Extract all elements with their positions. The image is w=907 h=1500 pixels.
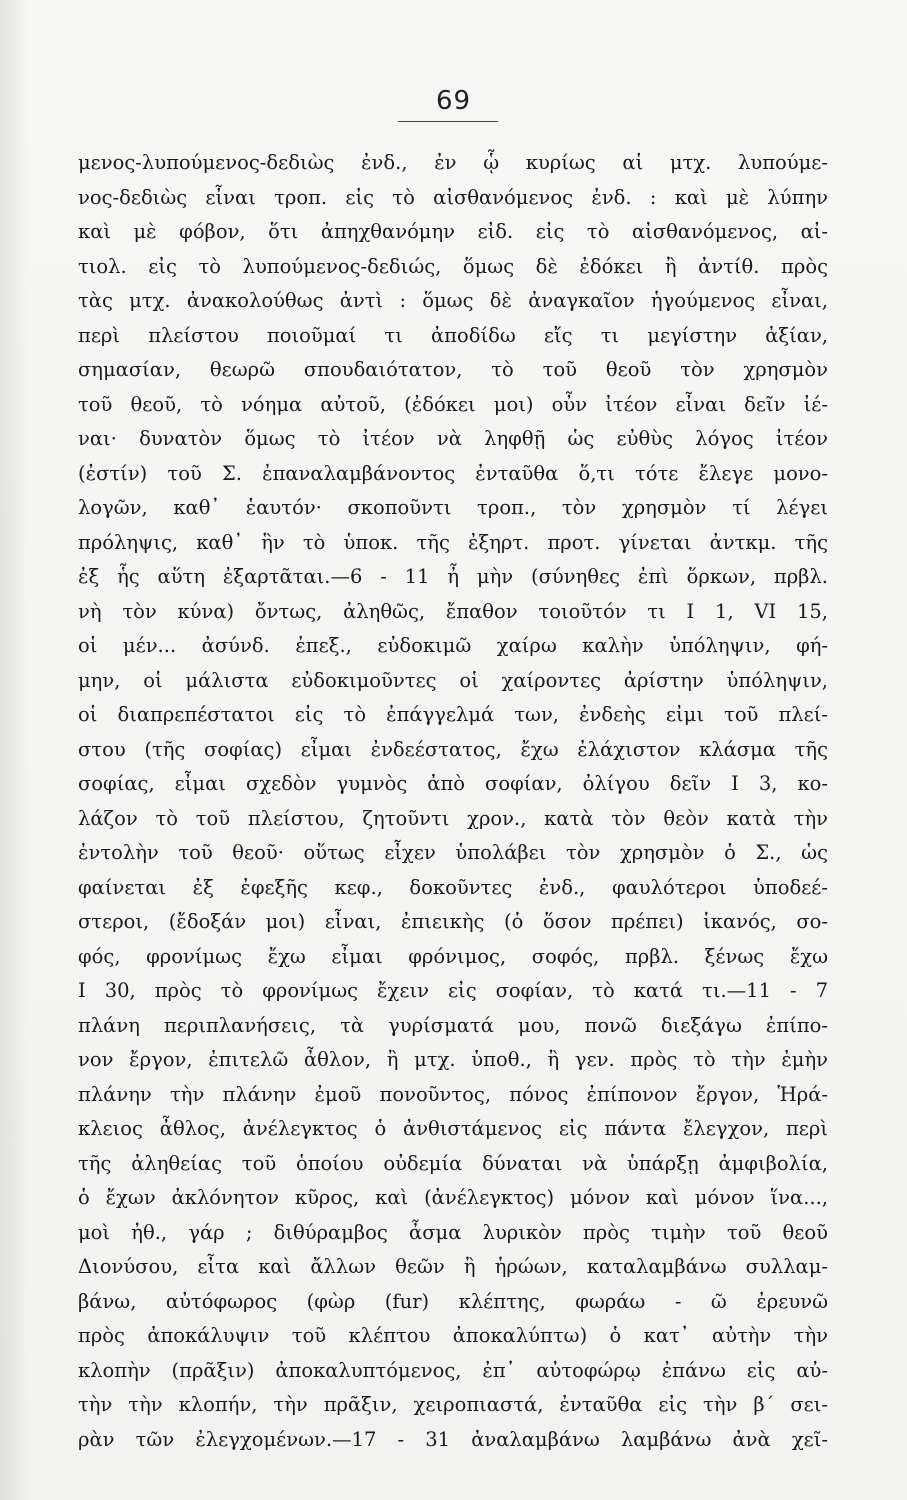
text-line: μην, οἱ μάλιστα εὐδοκιμοῦντες οἱ χαίροντες ἀρίστην ὑπόληψιν, <box>78 668 828 692</box>
page-number-rule <box>398 121 498 122</box>
text-line: πρόληψις, καθ᾽ ἣν τὸ ὑποκ. τῆς ἐξηρτ. προτ. γίνεται ἀντκμ. τῆς <box>78 530 828 554</box>
text-line: νὴ τὸν κύνα) ὄντως, ἀληθῶς, ἔπαθον τοιοῦτόν τι Ι 1, VI 15, <box>78 599 828 623</box>
text-line: πλάνη περιπλανήσεις, τὰ γυρίσματά μου, πονῶ διεξάγω ἐπίπο- <box>78 1013 828 1037</box>
text-line: ναι· δυνατὸν ὅμως τὸ ἰτέον νὰ ληφθῇ ὡς εὐθὺς λόγος ἰτέον <box>78 427 828 450</box>
text-line: κλοπὴν (πρᾶξιν) ἀποκαλυπτόμενος, ἐπ᾽ αὐτοφώρῳ ἐπάνω εἰς αὐ- <box>78 1358 828 1382</box>
text-line: πλάνην τὴν πλάνην ἐμοῦ πονοῦντος, πόνος ἐπίπονον ἔργον, Ἡρά- <box>78 1082 828 1106</box>
text-line: οἱ διαπρεπέστατοι εἰς τὸ ἐπάγγελμά των, ἐνδεὴς εἰμι τοῦ πλεί- <box>78 703 828 726</box>
text-line: κλειος ἆθλος, ἀνέλεγκτος ὁ ἀνθιστάμενος εἰς πάντα ἔλεγχον, περὶ <box>78 1117 828 1140</box>
text-line: ἐξ ἧς αὕτη ἐξαρτᾶται.—6 - 11 ἦ μὴν (σύνηθες ἐπὶ ὅρκων, πρβλ. <box>78 565 828 588</box>
page-number: 69 <box>435 86 472 116</box>
text-line: λάζον τὸ τοῦ πλείστου, ζητοῦντι χρον., κατὰ τὸν θεὸν κατὰ τὴν <box>78 806 828 830</box>
text-line: τῆς ἀληθείας τοῦ ὁποίου οὐδεμία δύναται νὰ ὑπάρξῃ ἀμφιβολία, <box>78 1151 828 1175</box>
text-line: νον ἔργον, ἐπιτελῶ ἆθλον, ἢ μτχ. ὑποθ., ἢ γεν. πρὸς τὸ τὴν ἐμὴν <box>78 1048 828 1071</box>
text-line: καὶ μὲ φόβον, ὅτι ἀπηχθανόμην εἰδ. εἰς τὸ αἰσθανόμενος, αἰ- <box>78 220 828 243</box>
text-line: νος-δεδιὼς εἶναι τροπ. εἰς τὸ αἰσθανόμενος ἐνδ. : καὶ μὲ λύπην <box>78 185 828 209</box>
text-line: μενος-λυπούμενος-δεδιὼς ἐνδ., ἐν ᾧ κυρίως αἱ μτχ. λυπούμε- <box>78 151 828 174</box>
text-line: μοὶ ἠθ., γάρ ; διθύραμβος ἆσμα λυρικὸν πρὸς τιμὴν τοῦ θεοῦ <box>78 1220 828 1244</box>
binding-shadow <box>0 0 28 1500</box>
text-line: πρὸς ἀποκάλυψιν τοῦ κλέπτου ἀποκαλύπτω) ὁ κατ᾽ αὐτὴν τὴν <box>78 1324 828 1347</box>
text-line: ρὰν τῶν ἐλεγχομένων.—17 - 31 ἀναλαμβάνω λαμβάνω ἀνὰ χεῖ- <box>78 1427 828 1451</box>
text-line: οἱ μέν... ἀσύνδ. ἐπεξ., εὐδοκιμῶ χαίρω καλὴν ὑπόληψιν, φή- <box>78 634 828 657</box>
text-line: (ἐστίν) τοῦ Σ. ἐπαναλαμβάνοντος ἐνταῦθα ὅ,τι τότε ἔλεγε μονο- <box>78 461 828 485</box>
text-line: στεροι, (ἔδοξάν μοι) εἶναι, ἐπιεικὴς (ὁ ὅσον πρέπει) ἱκανός, σο- <box>78 910 828 933</box>
text-line: Ι 30, πρὸς τὸ φρονίμως ἔχειν εἰς σοφίαν, τὸ κατά τι.—11 - 7 <box>78 979 828 1002</box>
text-line: ἐντολὴν τοῦ θεοῦ· οὕτως εἶχεν ὑπολάβει τὸν χρησμὸν ὁ Σ., ὡς <box>78 841 828 864</box>
text-line: περὶ πλείστου ποιοῦμαί τι ἀποδίδω εἴς τι μεγίστην ἀξίαν, <box>78 323 828 347</box>
text-line: τὴν τὴν κλοπήν, τὴν πρᾶξιν, χειροπιαστά, ἐνταῦθα εἰς τὴν β΄ σει- <box>78 1393 828 1416</box>
text-line: τὰς μτχ. ἀνακολούθως ἀντὶ : ὅμως δὲ ἀναγκαῖον ἡγούμενος εἶναι, <box>78 289 828 312</box>
text-line: τοῦ θεοῦ, τὸ νόημα αὐτοῦ, (ἐδόκει μοι) οὖν ἰτέον εἶναι δεῖν ἰέ- <box>78 392 828 416</box>
text-line: τιολ. εἰς τὸ λυπούμενος-δεδιώς, ὅμως δὲ ἐδόκει ἢ ἀντίθ. πρὸς <box>78 254 828 278</box>
text-line: Διονύσου, εἶτα καὶ ἄλλων θεῶν ἢ ἡρώων, καταλαμβάνω συλλαμ- <box>78 1255 828 1278</box>
text-line: φαίνεται ἐξ ἐφεξῆς κεφ., δοκοῦντες ἐνδ., φαυλότεροι ὑποδεέ- <box>78 875 828 899</box>
text-line: λογῶν, καθ᾽ ἑαυτόν· σκοποῦντι τροπ., τὸν χρησμὸν τί λέγει <box>78 496 828 519</box>
text-line: φός, φρονίμως ἔχω εἶμαι φρόνιμος, σοφός, πρβλ. ξένως ἔχω <box>78 944 828 968</box>
text-line: στου (τῆς σοφίας) εἶμαι ἐνδεέστατος, ἔχω ἐλάχιστον κλάσμα τῆς <box>78 737 828 761</box>
commentary-text-block <box>78 146 828 1457</box>
text-line: βάνω, αὐτόφωρος (φὼρ (fur) κλέπτης, φωράω - ῶ ἐρευνῶ <box>78 1289 828 1313</box>
text-line: ὁ ἔχων ἀκλόνητον κῦρος, καὶ (ἀνέλεγκτος) μόνον καὶ μόνον ἵνα..., <box>78 1186 828 1209</box>
text-line: σημασίαν, θεωρῶ σπουδαιότατον, τὸ τοῦ θεοῦ τὸν χρησμὸν <box>78 358 828 381</box>
text-line: σοφίας, εἶμαι σχεδὸν γυμνὸς ἀπὸ σοφίαν, ὀλίγου δεῖν Ι 3, κο- <box>78 772 828 795</box>
